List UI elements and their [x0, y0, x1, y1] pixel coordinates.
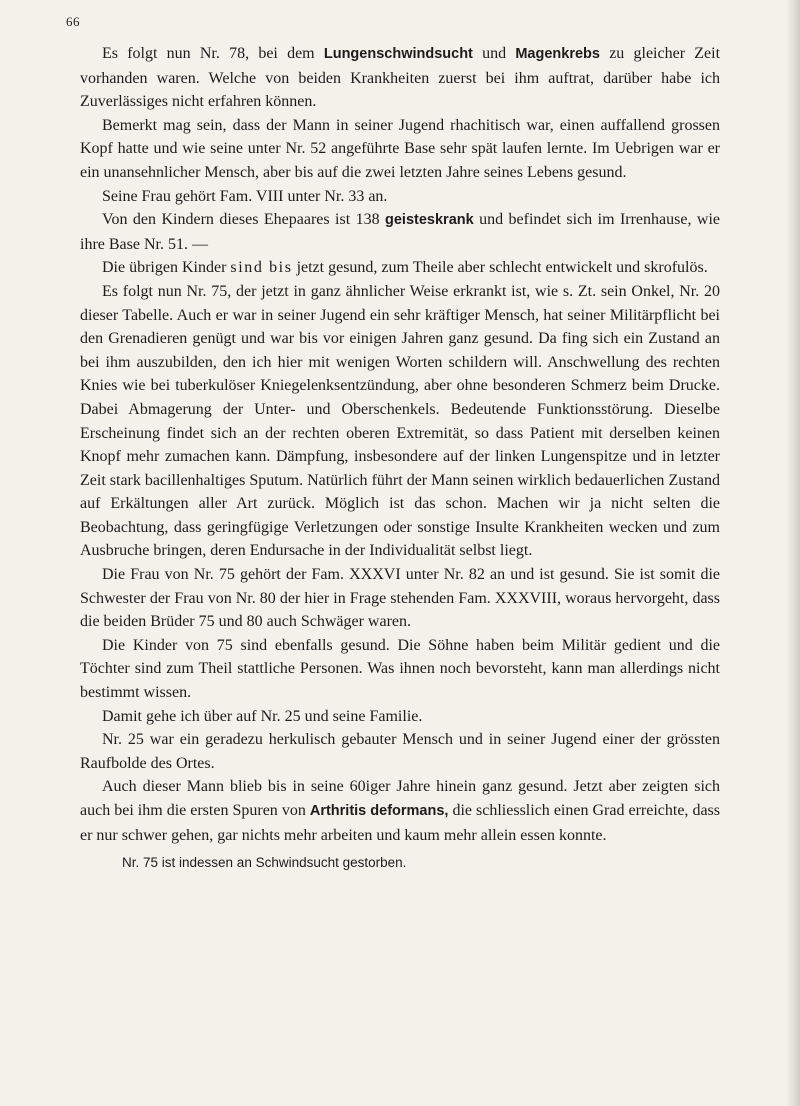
paragraph-10: Nr. 25 war ein geradezu herkulisch gebauter Mensch und in seiner Jugend einer der grössten Raufbolde des Ortes. [80, 731, 720, 772]
emphasis-geisteskrank: geisteskrank [385, 212, 474, 229]
emphasis-lungenschwindsucht: Lungenschwindsucht [323, 46, 473, 62]
paragraph-8: Die Kinder von 75 sind ebenfalls gesund. Die Söhne haben beim Militär gedient und die Töchter sind zum Theil stattliche Personen. Was ihnen noch bevorsteht, kann man allerdings nicht bestimmt wissen. [80, 636, 720, 702]
paragraph-11: Auch dieser Mann blieb bis in seine 60iger Jahre hinein ganz gesund. Jetzt aber zeigten sich auch bei ihm die ersten Spuren von Arthritis deformans, die schliesslich einen Grad erreichte, dass er nur schwer gehen, gar nichts mehr arbeiten und kaum mehr allein essen konnte. [80, 778, 721, 844]
paragraph-3: Seine Frau gehört Fam. VIII unter Nr. 33 an. [102, 187, 388, 205]
body-text [80, 42, 720, 847]
paragraph-4: Von den Kindern dieses Ehepaares ist 138 geisteskrank und befindet sich im Irrenhause, wie ihre Base Nr. 51. — [80, 211, 720, 253]
page-edge-shadow [786, 0, 800, 1106]
spaced-sind-bis: sind bis [230, 259, 293, 277]
paragraph-5: Die übrigen Kinder sind bis jetzt gesund, zum Theile aber schlecht entwickelt und skrofulös. [102, 259, 708, 277]
paragraph-1: Es folgt nun Nr. 78, bei dem Lungenschwindsucht und Magenkrebs zu gleicher Zeit vorhanden waren. Welche von beiden Krankheiten zuerst bei ihm auftrat, darüber habe ich Zuverlässiges nicht erfahren können. [80, 45, 721, 111]
page-number: 66 [66, 14, 80, 29]
footnote: Nr. 75 ist indessen an Schwindsucht gestorben. [122, 855, 407, 870]
emphasis-magenkrebs: Magenkrebs [515, 46, 600, 62]
paragraph-7: Die Frau von Nr. 75 gehört der Fam. XXXVI unter Nr. 82 an und ist gesund. Sie ist somit die Schwester der Frau von Nr. 80 der hier in Frage stehenden Fam. XXXVIII, woraus hervorgeht, dass die beiden Brüder 75 und 80 auch Schwäger waren. [80, 566, 720, 631]
paragraph-2: Bemerkt mag sein, dass der Mann in seiner Jugend rhachitisch war, einen auffallend grossen Kopf hatte und wie seine unter Nr. 52 angeführte Base sehr spät laufen lernte. Im Uebrigen war er ein unansehnlicher Mensch, aber bis auf die zwei letzten Jahre seines Lebens gesund. [80, 116, 720, 181]
paragraph-6: Es folgt nun Nr. 75, der jetzt in ganz ähnlicher Weise erkrankt ist, wie s. Zt. sein Onkel, Nr. 20 dieser Tabelle. Auch er war in seiner Jugend ein sehr kräftiger Mensch, hat seiner Militärpflicht bei den Grenadieren genügt und war bis vor einigen Jahren ganz gesund. Da fing sich ein Zustand an bei ihm auszubilden, den ich hier mit wenigen Worten schildern will. Anschwellung des rechten Knies wie bei tuberkulöser Kniegelenksentzündung, aber ohne besonderen Schmerz beim Drucke. Dabei Abmagerung der Unter- und Oberschenkels. Bedeutende Funktionsstörung. Dieselbe Erscheinung findet sich an der rechten oberen Extremität, so dass Patient mit derselben keinen Knopf mehr zumachen kann. Dämpfung, insbesondere auf der linken Lungenspitze und in letzter Zeit stark bacillenhaltiges Sputum. Natürlich führt der Mann seinen wirklich bedauerlichen Zustand auf Erkältungen aller Art zurück. Möglich ist das schon. Machen wir ja nicht selten die Beobachtung, dass geringfügige Verletzungen oder sonstige Insulte Krankheiten wecken und zum Ausbruche bringen, deren Endursache in der Individualität selbst liegt. [80, 282, 720, 560]
paragraph-9: Damit gehe ich über auf Nr. 25 und seine Familie. [102, 707, 423, 725]
emphasis-arthritis-deformans: Arthritis deformans, [309, 803, 449, 819]
